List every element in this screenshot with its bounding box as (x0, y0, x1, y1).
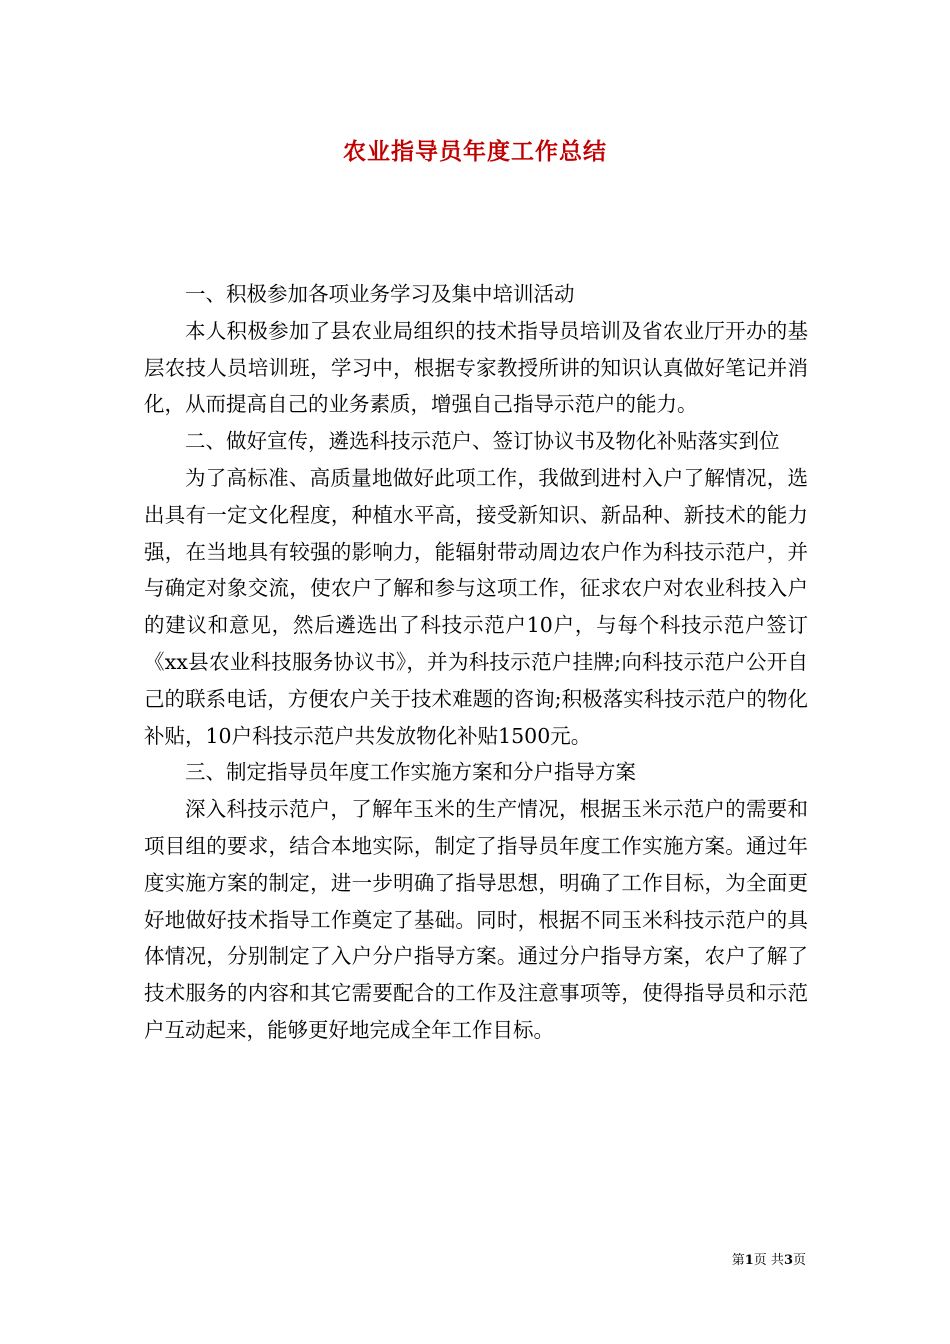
page-footer (732, 1249, 806, 1268)
footer-suffix: 页 (792, 1253, 806, 1268)
paragraph-2: 为了高标准、高质量地做好此项工作，我做到进村入户了解情况，选出具有一定文化程度，种植水平高，接受新知识、新品种、新技术的能力强，在当地具有较强的影响力，能辐射带动周边农户作为科技示范户，并与确定对象交流，使农户了解和参与这项工作，征求农户对农业科技入户的建议和意见，然后遴选出了科技示范户10户，与每个科技示范户签订《xx县农业科技服务协议书》，并为科技示范户挂牌;向科技示范户公开自己的联系电话，方便农户关于技术难题的咨询;积极落实科技示范户的物化补贴，10户科技示范户共发放物化补贴1500元。 (144, 465, 808, 748)
paragraph-1: 本人积极参加了县农业局组织的技术指导员培训及省农业厅开办的基层农技人员培训班，学习中，根据专家教授所讲的知识认真做好笔记并消化，从而提高自己的业务素质，增强自己指导示范户的能力。 (144, 318, 808, 417)
paragraph-3: 深入科技示范户，了解年玉米的生产情况，根据玉米示范户的需要和项目组的要求，结合本地实际，制定了指导员年度工作实施方案。通过年度实施方案的制定，进一步明确了指导思想，明确了工作目标，为全面更好地做好技术指导工作奠定了基础。同时，根据不同玉米科技示范户的具体情况，分别制定了入户分户指导方案。通过分户指导方案，农户了解了技术服务的内容和其它需要配合的工作及注意事项等，使得指导员和示范户互动起来，能够更好地完成全年工作目标。 (144, 797, 808, 1042)
section-heading-1: 一、积极参加各项业务学习及集中培训活动 (185, 282, 575, 306)
document-body (144, 276, 808, 1049)
footer-total-pages: 3 (783, 1253, 793, 1268)
document-title: 农业指导员年度工作总结 (343, 139, 607, 165)
footer-page-number: 1 (744, 1253, 754, 1268)
section-heading-3: 三、制定指导员年度工作实施方案和分户指导方案 (185, 760, 636, 785)
footer-prefix: 第 (731, 1253, 745, 1268)
footer-middle: 页 共 (753, 1253, 784, 1268)
section-heading-2: 二、做好宣传，遴选科技示范户、签订协议书及物化补贴落实到位 (185, 429, 780, 454)
